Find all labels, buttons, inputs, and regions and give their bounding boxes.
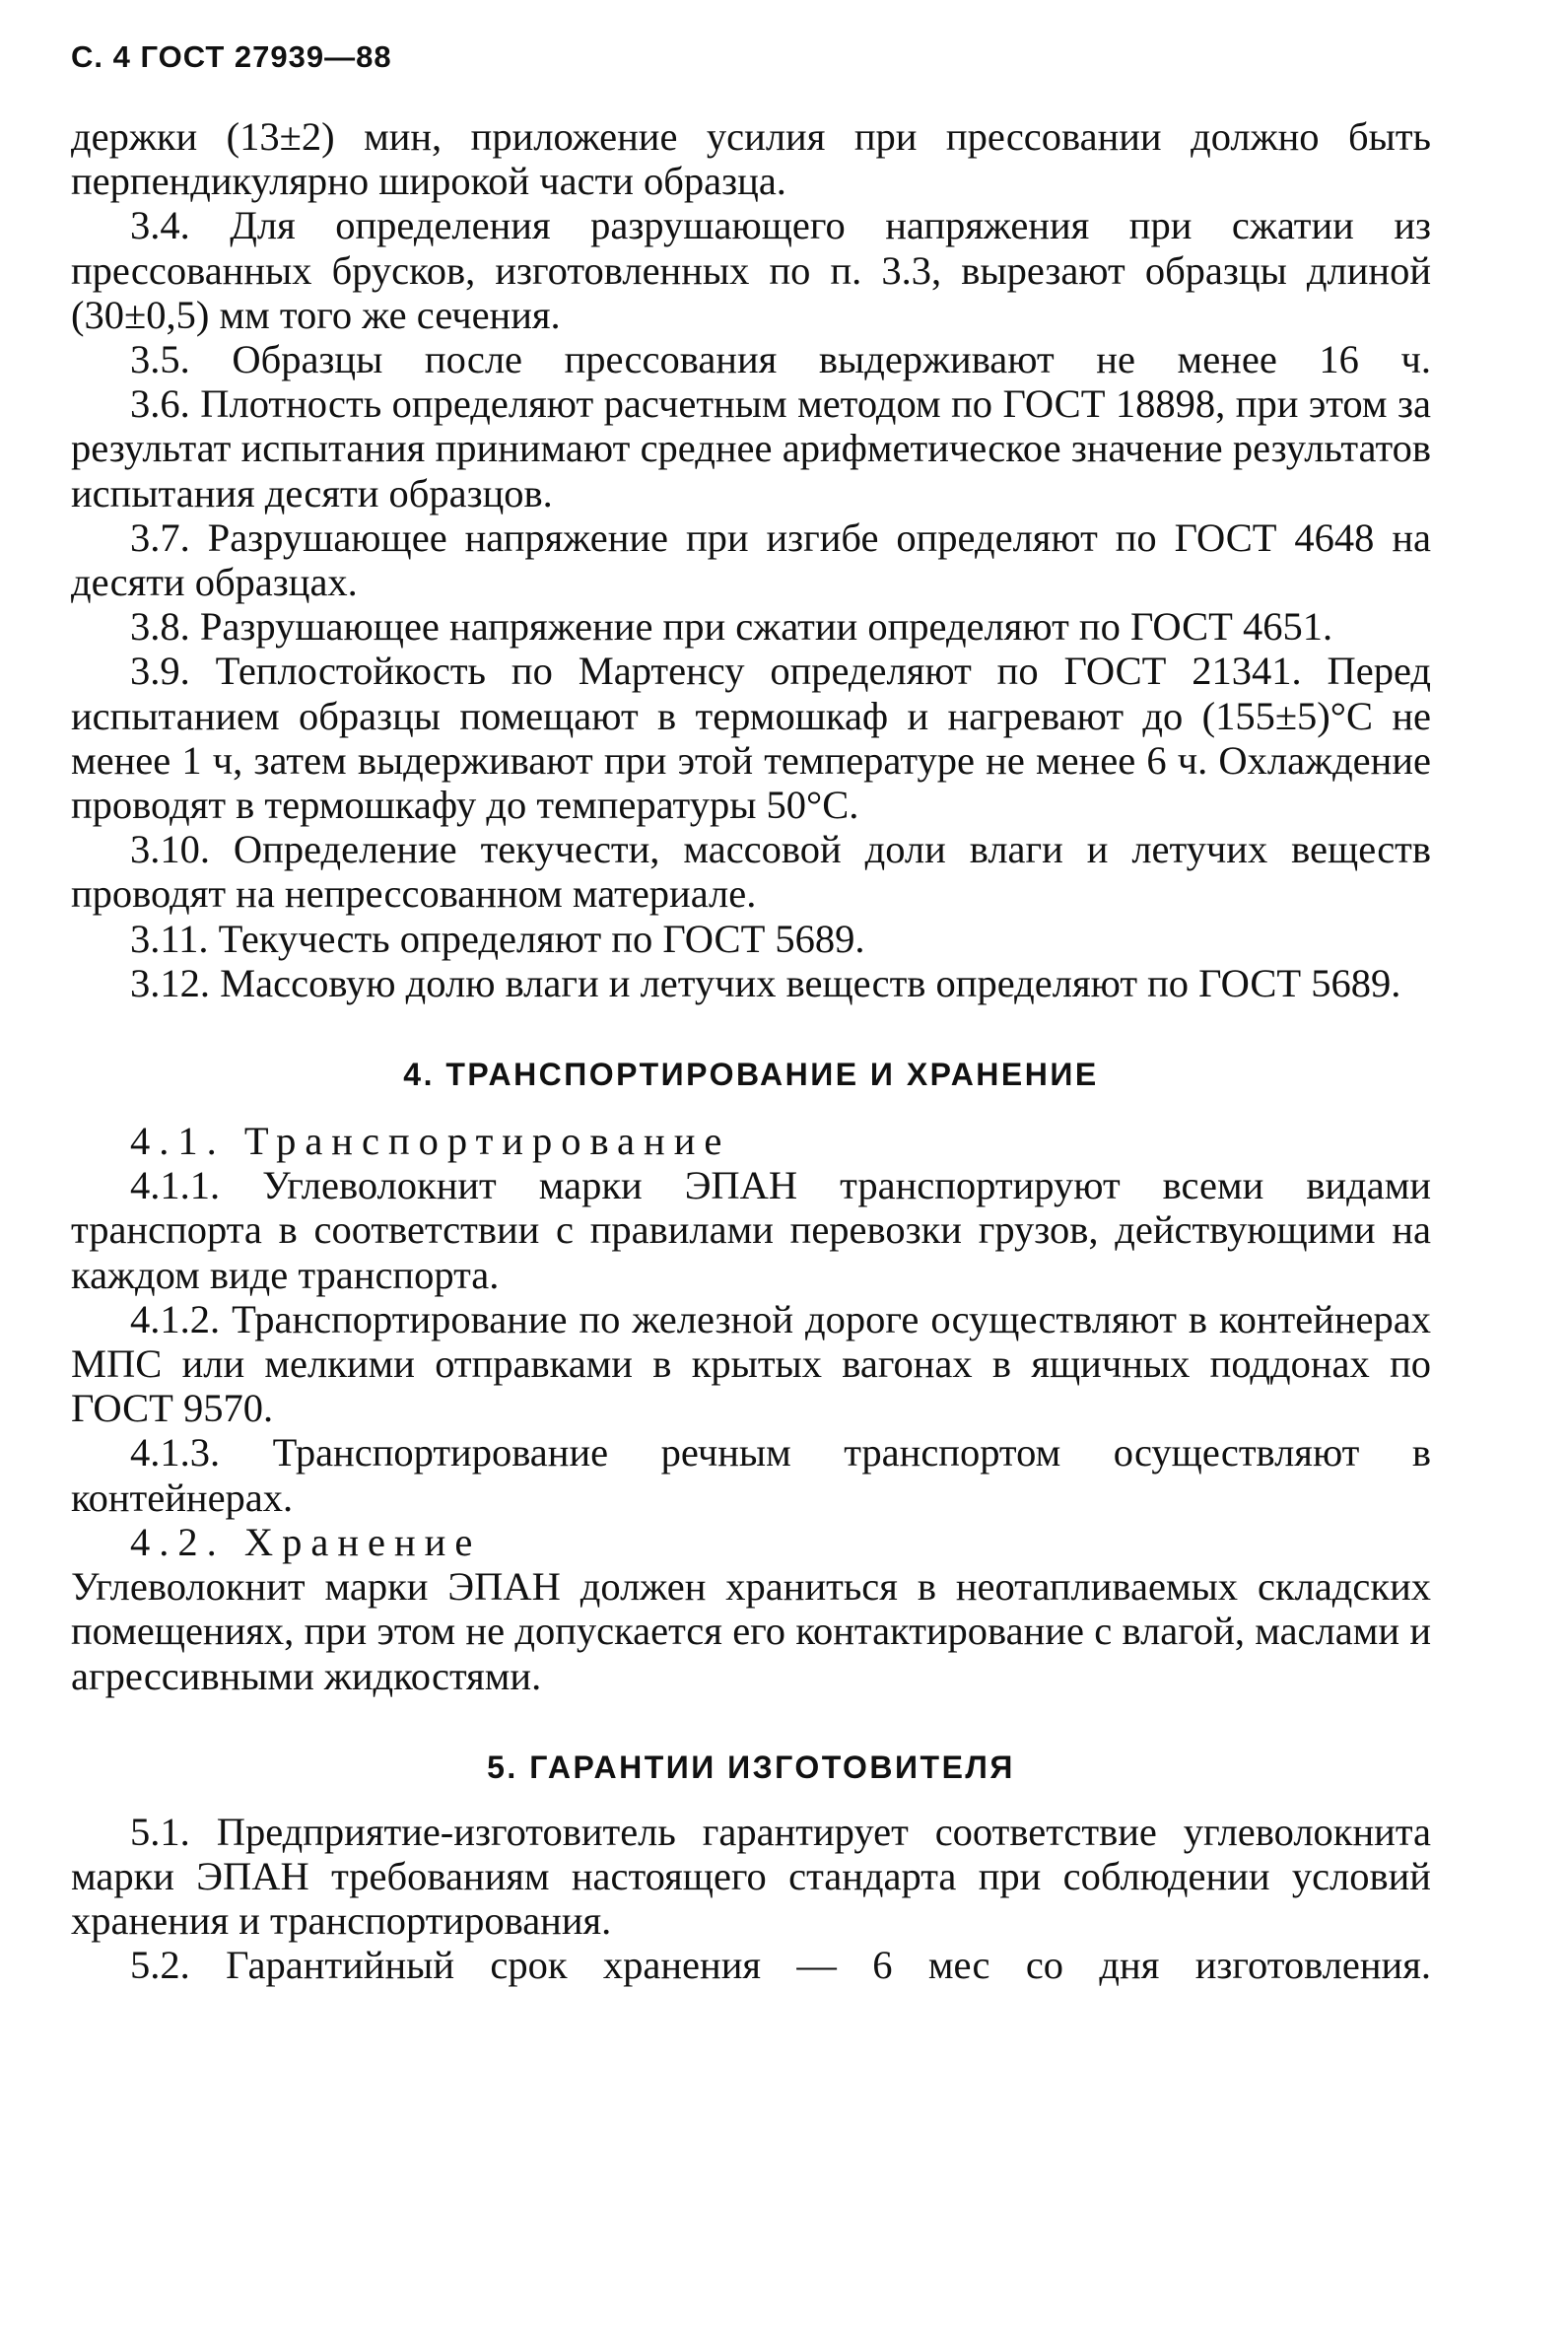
page-header: С. 4 ГОСТ 27939—88 [71, 39, 392, 74]
paragraph-3-5: 3.5. Образцы после прессования выдерживают не менее 16 ч. [130, 337, 1431, 382]
paragraph-3-8: 3.8. Разрушающее напряжение при сжатии определяют по ГОСТ 4651. [130, 604, 1333, 650]
document-page [71, 39, 1431, 1988]
paragraph-4-1-2: 4.1.2. Транспортирование по железной дороге осуществляют в контейнерах МПС или мелкими отправками в крытых вагонах в ящичных поддонах по ГОСТ 9570. [71, 1296, 1431, 1431]
paragraph-3-12: 3.12. Массовую долю влаги и летучих веществ определяют по ГОСТ 5689. [130, 960, 1401, 1005]
paragraph-4-1-3: 4.1.3. Транспортирование речным транспортом осуществляют в контейнерах. [71, 1430, 1431, 1520]
paragraph-3-9: 3.9. Теплостойкость по Мартенсу определяют по ГОСТ 21341. Перед испытанием образцы помещают в термошкаф и нагревают до (155±5)°С не менее 1 ч, затем выдерживают при этой температуре не менее 6 ч. Охлаждение проводят в термошкафу до температуры 50°С. [71, 649, 1431, 828]
paragraph-3-3-continuation: держки (13±2) мин, приложение усилия при прессовании должно быть перпендикулярно широкой части образца. [71, 114, 1431, 204]
paragraph-5-1: 5.1. Предприятие-изготовитель гарантирует соответствие углеволокнита марки ЭПАН требованиям настоящего стандарта при соблюдении условий хранения и транспортирования. [71, 1809, 1431, 1944]
paragraph-4-2: Углеволокнит марки ЭПАН должен храниться в неотапливаемых складских помещениях, при этом не допускается его контактирование с влагой, маслами и агрессивными жидкостями. [71, 1564, 1431, 1698]
section-5-heading: 5. ГАРАНТИИ ИЗГОТОВИТЕЛЯ [487, 1749, 1015, 1785]
subheading-4-1: 4.1. Транспортирование [130, 1119, 731, 1164]
paragraph-3-7: 3.7. Разрушающее напряжение при изгибе определяют по ГОСТ 4648 на десяти образцах. [71, 515, 1431, 605]
section-4-heading: 4. ТРАНСПОРТИРОВАНИЕ И ХРАНЕНИЕ [403, 1057, 1099, 1093]
subheading-4-2: 4.2. Хранение [130, 1519, 482, 1564]
paragraph-3-11: 3.11. Текучесть определяют по ГОСТ 5689. [130, 916, 865, 961]
paragraph-3-6: 3.6. Плотность определяют расчетным методом по ГОСТ 18898, при этом за результат испытания принимают среднее арифметическое значение результатов испытания десяти образцов. [71, 381, 1431, 515]
paragraph-5-2: 5.2. Гарантийный срок хранения — 6 мес со дня изготовления. [130, 1943, 1431, 1988]
paragraph-3-10: 3.10. Определение текучести, массовой доли влаги и летучих веществ проводят на непрессованном материале. [71, 827, 1431, 917]
paragraph-4-1-1: 4.1.1. Углеволокнит марки ЭПАН транспортируют всеми видами транспорта в соответствии с правилами перевозки грузов, действующими на каждом виде транспорта. [71, 1163, 1431, 1297]
paragraph-3-4: 3.4. Для определения разрушающего напряжения при сжатии из прессованных брусков, изготовленных по п. 3.3, вырезают образцы длиной (30±0,5) мм того же сечения. [71, 203, 1431, 337]
